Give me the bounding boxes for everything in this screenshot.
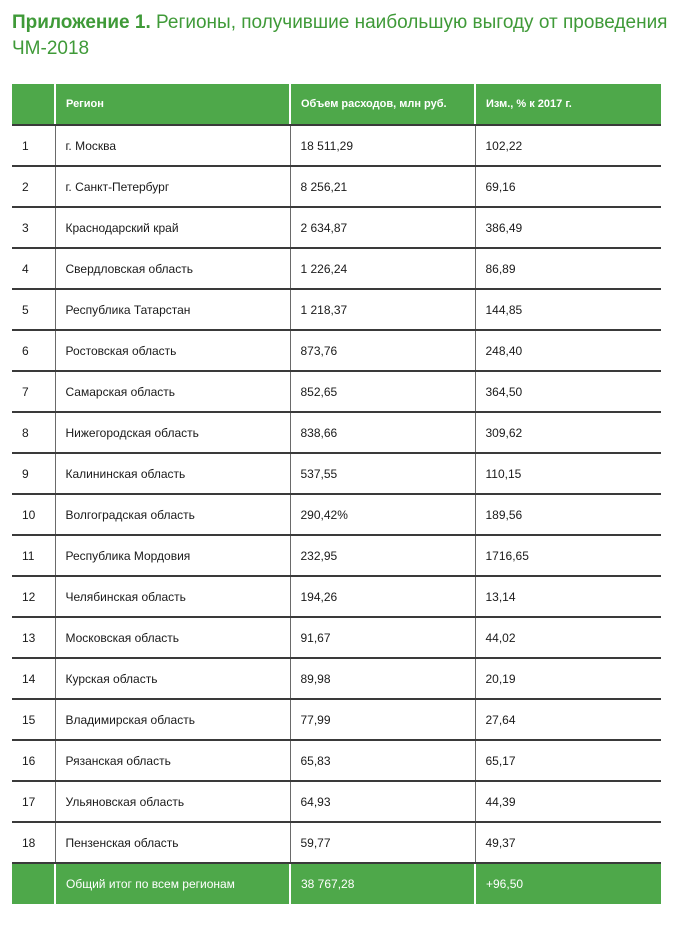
row-region: Пензенская область [55,822,290,863]
row-change: 144,85 [475,289,661,330]
table-row [12,371,661,412]
table-row [12,166,661,207]
table-row [12,453,661,494]
row-region: Республика Татарстан [55,289,290,330]
row-expenses: 1 218,37 [290,289,475,330]
row-region: Владимирская область [55,699,290,740]
row-change: 1716,65 [475,535,661,576]
header-number [12,84,55,125]
row-change: 189,56 [475,494,661,535]
header-change: Изм., % к 2017 г. [475,84,661,125]
row-expenses: 8 256,21 [290,166,475,207]
table-row [12,207,661,248]
total-label: Общий итог по всем регионам [55,863,290,904]
row-change: 102,22 [475,125,661,166]
table-row [12,535,661,576]
table-row [12,740,661,781]
row-region: Московская область [55,617,290,658]
row-change: 44,02 [475,617,661,658]
row-change: 13,14 [475,576,661,617]
regions-table [12,84,661,904]
row-change: 20,19 [475,658,661,699]
row-region: Краснодарский край [55,207,290,248]
row-number: 16 [12,740,55,781]
row-region: Рязанская область [55,740,290,781]
row-change: 309,62 [475,412,661,453]
table-row [12,330,661,371]
row-change: 44,39 [475,781,661,822]
table-row [12,822,661,863]
row-expenses: 77,99 [290,699,475,740]
row-expenses: 852,65 [290,371,475,412]
total-expenses: 38 767,28 [290,863,475,904]
total-row [12,863,661,904]
table-row [12,289,661,330]
table-body [12,125,661,904]
header-expenses: Объем расходов, млн руб. [290,84,475,125]
row-number: 15 [12,699,55,740]
row-change: 86,89 [475,248,661,289]
table-row [12,699,661,740]
row-change: 386,49 [475,207,661,248]
row-expenses: 65,83 [290,740,475,781]
row-expenses: 232,95 [290,535,475,576]
row-expenses: 59,77 [290,822,475,863]
row-number: 4 [12,248,55,289]
row-region: Курская область [55,658,290,699]
total-number [12,863,55,904]
row-change: 248,40 [475,330,661,371]
row-expenses: 18 511,29 [290,125,475,166]
row-region: Калининская область [55,453,290,494]
row-expenses: 91,67 [290,617,475,658]
table-row [12,125,661,166]
row-expenses: 838,66 [290,412,475,453]
row-region: Ростовская область [55,330,290,371]
row-number: 17 [12,781,55,822]
row-expenses: 64,93 [290,781,475,822]
row-number: 7 [12,371,55,412]
row-region: Республика Мордовия [55,535,290,576]
table-header-row [12,84,661,125]
table-row [12,658,661,699]
row-number: 2 [12,166,55,207]
header-region: Регион [55,84,290,125]
row-region: г. Санкт-Петербург [55,166,290,207]
table-row [12,617,661,658]
row-number: 13 [12,617,55,658]
title-text: Регионы, получившие наибольшую выгоду от проведения ЧМ-2018 [12,12,668,59]
row-expenses: 537,55 [290,453,475,494]
row-change: 110,15 [475,453,661,494]
row-number: 8 [12,412,55,453]
row-number: 9 [12,453,55,494]
table-row [12,412,661,453]
row-region: Свердловская область [55,248,290,289]
row-region: Ульяновская область [55,781,290,822]
page-title [12,10,688,62]
row-region: Челябинская область [55,576,290,617]
row-region: г. Москва [55,125,290,166]
table-row [12,576,661,617]
row-number: 18 [12,822,55,863]
row-change: 27,64 [475,699,661,740]
row-expenses: 1 226,24 [290,248,475,289]
table-row [12,248,661,289]
row-number: 14 [12,658,55,699]
row-number: 6 [12,330,55,371]
row-change: 49,37 [475,822,661,863]
table-row [12,494,661,535]
row-number: 1 [12,125,55,166]
row-expenses: 2 634,87 [290,207,475,248]
title-prefix: Приложение 1. [12,12,151,33]
row-change: 65,17 [475,740,661,781]
row-expenses: 194,26 [290,576,475,617]
table-row [12,781,661,822]
row-expenses: 873,76 [290,330,475,371]
row-expenses: 89,98 [290,658,475,699]
row-number: 11 [12,535,55,576]
row-number: 3 [12,207,55,248]
row-number: 5 [12,289,55,330]
row-change: 364,50 [475,371,661,412]
row-region: Самарская область [55,371,290,412]
total-change: +96,50 [475,863,661,904]
row-region: Волгоградская область [55,494,290,535]
row-expenses: 290,42% [290,494,475,535]
row-number: 12 [12,576,55,617]
row-number: 10 [12,494,55,535]
row-change: 69,16 [475,166,661,207]
row-region: Нижегородская область [55,412,290,453]
